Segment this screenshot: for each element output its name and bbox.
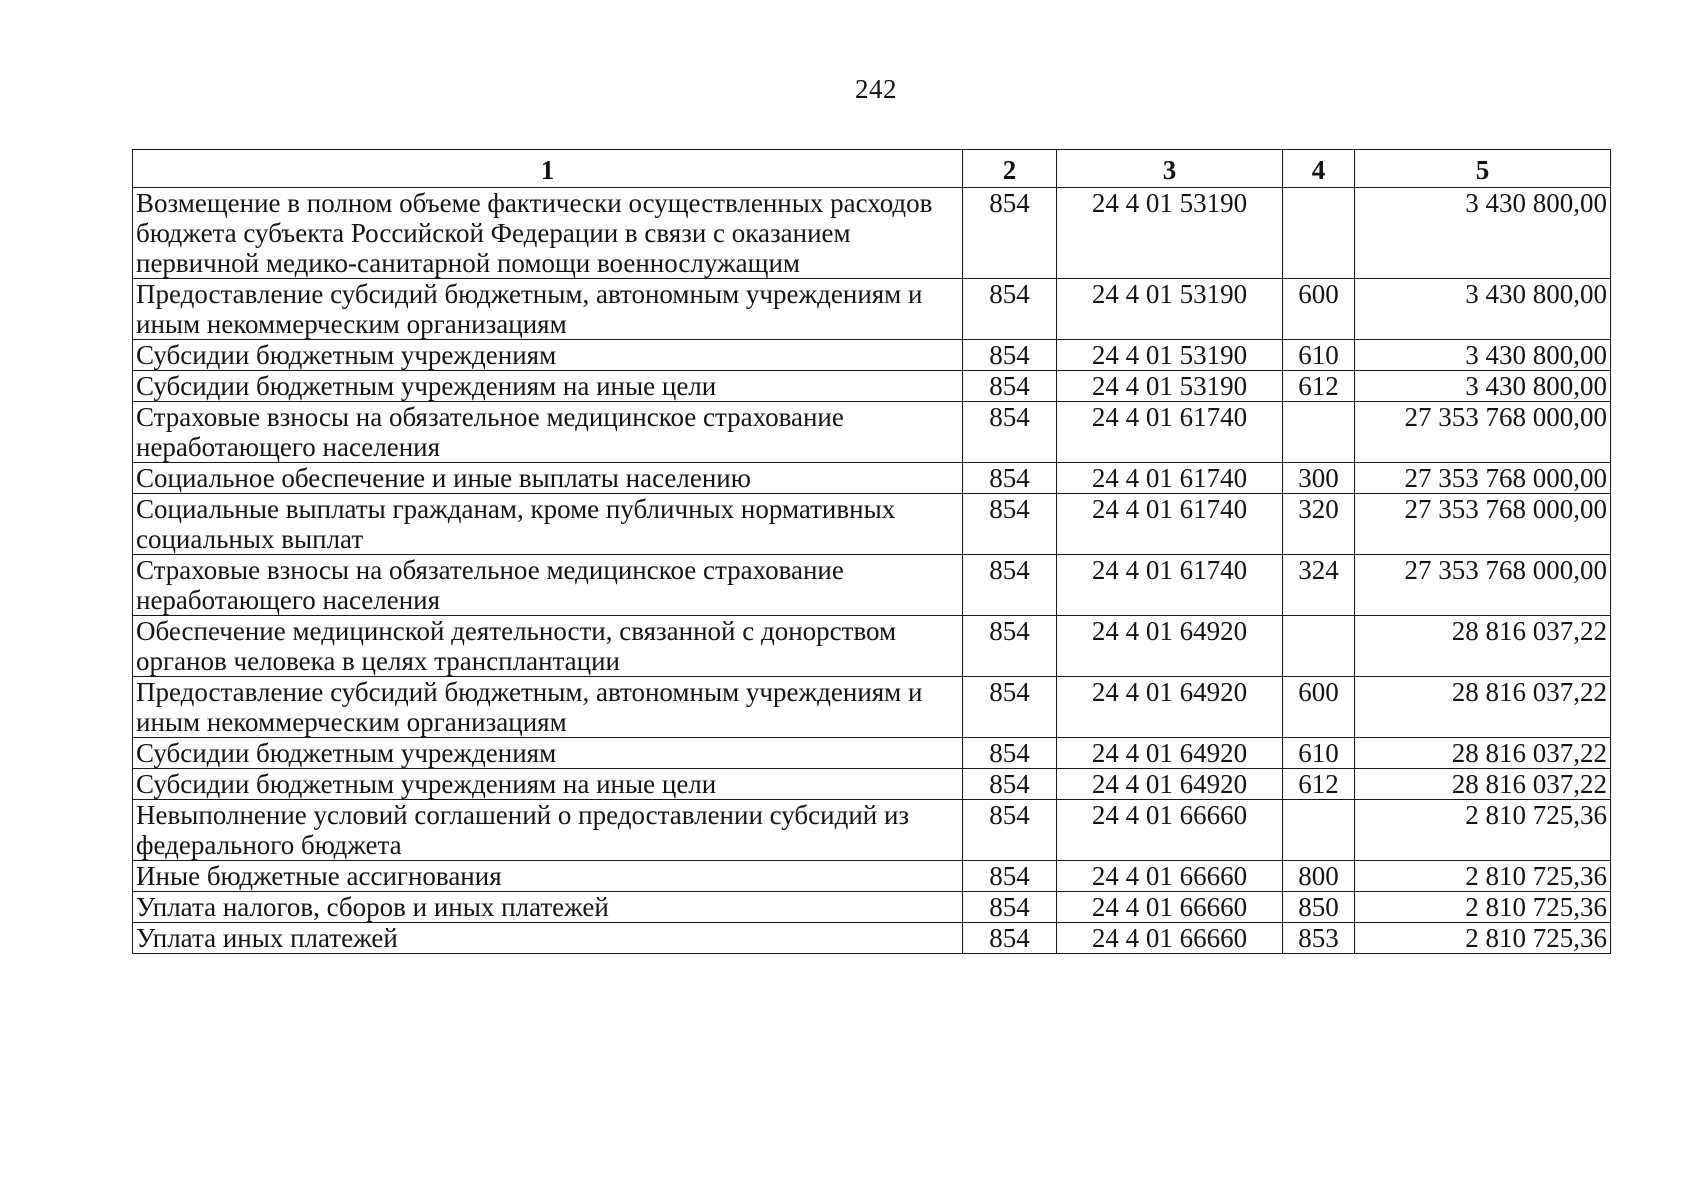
row-target-article-cell: 24 4 01 64920 (1057, 738, 1283, 769)
table-row (133, 892, 1611, 923)
row-ministry-code-cell: 854 (963, 861, 1057, 892)
row-amount-cell: 27 353 768 000,00 (1355, 463, 1611, 494)
row-amount-cell: 28 816 037,22 (1355, 616, 1611, 677)
row-target-article-cell: 24 4 01 66660 (1057, 892, 1283, 923)
row-ministry-code-cell: 854 (963, 769, 1057, 800)
row-expense-type-cell: 300 (1283, 463, 1355, 494)
row-expense-type-cell: 600 (1283, 279, 1355, 340)
table-row (133, 371, 1611, 402)
row-name-cell: Иные бюджетные ассигнования (133, 861, 963, 892)
row-target-article-cell: 24 4 01 61740 (1057, 494, 1283, 555)
row-amount-cell: 2 810 725,36 (1355, 892, 1611, 923)
row-expense-type-cell: 610 (1283, 340, 1355, 371)
row-expense-type-cell: 612 (1283, 371, 1355, 402)
column-header-2: 2 (963, 150, 1057, 188)
row-ministry-code-cell: 854 (963, 555, 1057, 616)
row-amount-cell: 3 430 800,00 (1355, 340, 1611, 371)
row-name-cell: Субсидии бюджетным учреждениям на иные цели (133, 371, 963, 402)
row-name-cell: Возмещение в полном объеме фактически осуществленных расходов бюджета субъекта Российской Федерации в связи с оказанием первичной медико-санитарной помощи военнослужащим (133, 188, 963, 279)
row-name-cell: Страховые взносы на обязательное медицинское страхование неработающего населения (133, 555, 963, 616)
row-expense-type-cell: 800 (1283, 861, 1355, 892)
row-amount-cell: 3 430 800,00 (1355, 188, 1611, 279)
row-name-cell: Социальное обеспечение и иные выплаты населению (133, 463, 963, 494)
row-ministry-code-cell: 854 (963, 402, 1057, 463)
row-ministry-code-cell: 854 (963, 188, 1057, 279)
budget-table (132, 149, 1611, 954)
row-expense-type-cell (1283, 616, 1355, 677)
row-expense-type-cell (1283, 402, 1355, 463)
row-expense-type-cell: 600 (1283, 677, 1355, 738)
row-target-article-cell: 24 4 01 66660 (1057, 861, 1283, 892)
table-row (133, 738, 1611, 769)
row-amount-cell: 3 430 800,00 (1355, 371, 1611, 402)
row-ministry-code-cell: 854 (963, 800, 1057, 861)
row-target-article-cell: 24 4 01 53190 (1057, 279, 1283, 340)
row-expense-type-cell: 850 (1283, 892, 1355, 923)
row-ministry-code-cell: 854 (963, 371, 1057, 402)
row-name-cell: Уплата налогов, сборов и иных платежей (133, 892, 963, 923)
page-number: 242 (855, 74, 897, 104)
row-amount-cell: 2 810 725,36 (1355, 861, 1611, 892)
row-target-article-cell: 24 4 01 66660 (1057, 923, 1283, 954)
row-name-cell: Предоставление субсидий бюджетным, автономным учреждениям и иным некоммерческим организациям (133, 279, 963, 340)
row-ministry-code-cell: 854 (963, 279, 1057, 340)
row-expense-type-cell: 612 (1283, 769, 1355, 800)
column-header-3: 3 (1057, 150, 1283, 188)
row-expense-type-cell: 853 (1283, 923, 1355, 954)
table-body (133, 188, 1611, 954)
column-header-1: 1 (133, 150, 963, 188)
table-row (133, 616, 1611, 677)
row-expense-type-cell: 610 (1283, 738, 1355, 769)
row-amount-cell: 28 816 037,22 (1355, 738, 1611, 769)
row-expense-type-cell: 324 (1283, 555, 1355, 616)
table-row (133, 463, 1611, 494)
row-ministry-code-cell: 854 (963, 677, 1057, 738)
row-amount-cell: 27 353 768 000,00 (1355, 555, 1611, 616)
column-header-4: 4 (1283, 150, 1355, 188)
row-amount-cell: 27 353 768 000,00 (1355, 494, 1611, 555)
table-row (133, 800, 1611, 861)
table-row (133, 769, 1611, 800)
row-ministry-code-cell: 854 (963, 463, 1057, 494)
row-name-cell: Субсидии бюджетным учреждениям (133, 340, 963, 371)
row-target-article-cell: 24 4 01 53190 (1057, 340, 1283, 371)
table-row (133, 494, 1611, 555)
row-amount-cell: 28 816 037,22 (1355, 677, 1611, 738)
row-amount-cell: 2 810 725,36 (1355, 923, 1611, 954)
row-name-cell: Страховые взносы на обязательное медицинское страхование неработающего населения (133, 402, 963, 463)
table-row (133, 923, 1611, 954)
row-amount-cell: 27 353 768 000,00 (1355, 402, 1611, 463)
table-row (133, 188, 1611, 279)
row-amount-cell: 2 810 725,36 (1355, 800, 1611, 861)
row-target-article-cell: 24 4 01 53190 (1057, 371, 1283, 402)
row-name-cell: Предоставление субсидий бюджетным, автономным учреждениям и иным некоммерческим организациям (133, 677, 963, 738)
row-ministry-code-cell: 854 (963, 923, 1057, 954)
row-name-cell: Обеспечение медицинской деятельности, связанной с донорством органов человека в целях трансплантации (133, 616, 963, 677)
row-name-cell: Невыполнение условий соглашений о предоставлении субсидий из федерального бюджета (133, 800, 963, 861)
row-ministry-code-cell: 854 (963, 892, 1057, 923)
row-name-cell: Субсидии бюджетным учреждениям (133, 738, 963, 769)
row-ministry-code-cell: 854 (963, 494, 1057, 555)
row-target-article-cell: 24 4 01 61740 (1057, 402, 1283, 463)
row-expense-type-cell: 320 (1283, 494, 1355, 555)
table-row (133, 340, 1611, 371)
row-ministry-code-cell: 854 (963, 340, 1057, 371)
table-header-row (133, 150, 1611, 188)
column-header-5: 5 (1355, 150, 1611, 188)
row-expense-type-cell (1283, 800, 1355, 861)
row-amount-cell: 28 816 037,22 (1355, 769, 1611, 800)
table-row (133, 279, 1611, 340)
row-name-cell: Уплата иных платежей (133, 923, 963, 954)
row-target-article-cell: 24 4 01 61740 (1057, 555, 1283, 616)
row-target-article-cell: 24 4 01 64920 (1057, 677, 1283, 738)
table-row (133, 402, 1611, 463)
table-row (133, 861, 1611, 892)
row-target-article-cell: 24 4 01 64920 (1057, 616, 1283, 677)
row-ministry-code-cell: 854 (963, 616, 1057, 677)
row-name-cell: Субсидии бюджетным учреждениям на иные цели (133, 769, 963, 800)
row-target-article-cell: 24 4 01 61740 (1057, 463, 1283, 494)
row-target-article-cell: 24 4 01 53190 (1057, 188, 1283, 279)
row-target-article-cell: 24 4 01 66660 (1057, 800, 1283, 861)
row-name-cell: Социальные выплаты гражданам, кроме публичных нормативных социальных выплат (133, 494, 963, 555)
row-amount-cell: 3 430 800,00 (1355, 279, 1611, 340)
row-target-article-cell: 24 4 01 64920 (1057, 769, 1283, 800)
row-expense-type-cell (1283, 188, 1355, 279)
row-ministry-code-cell: 854 (963, 738, 1057, 769)
table-row (133, 677, 1611, 738)
table-row (133, 555, 1611, 616)
